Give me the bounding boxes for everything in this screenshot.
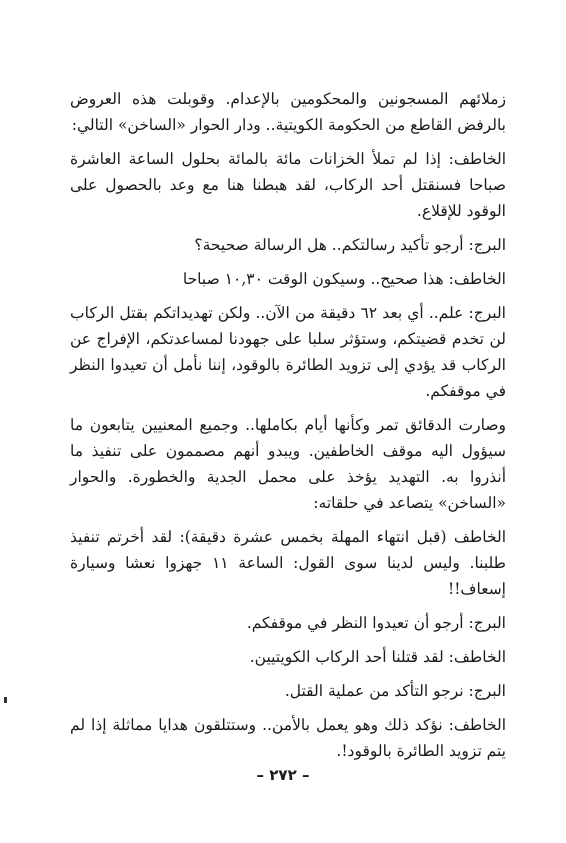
paragraph-1: زملائهم المسجونين والمحكومين بالإعدام. وقوبلت هذه العروض بالرفض القاطع من الحكومة الكويتية.. ودار الحوار «الساخن» التالي: — [70, 90, 506, 134]
scan-edge-mark — [4, 697, 7, 703]
paragraph-10: البرج: نرجو التأكد من عملية القتل. — [284, 682, 506, 700]
paragraph-11: الخاطف: نؤكد ذلك وهو يعمل بالأمن.. وستتلقون هدايا مماثلة إذا لم يتم تزويد الطائرة بالوقود!. — [70, 716, 506, 760]
body-text — [70, 86, 506, 769]
paragraph-2: الخاطف: إذا لم تملأ الخزانات مائة بالمائة بحلول الساعة العاشرة صباحا فسنقتل أحد الركاب، لقد هبطنا هنا مع وعد بالحصول على الوقود للإقلاع. — [70, 150, 506, 220]
paragraph-8: البرج: أرجو أن تعيدوا النظر في موقفكم. — [246, 614, 506, 632]
paragraph-3: البرج: أرجو تأكيد رسالتكم.. هل الرسالة صحيحة؟ — [194, 236, 506, 254]
paragraph-9: الخاطف: لقد قتلنا أحد الركاب الكويتيين. — [249, 648, 506, 666]
paragraph-4: الخاطف: هذا صحيح.. وسيكون الوقت ١٠,٣٠ صباحا — [182, 270, 506, 288]
paragraph-5: البرج: علم.. أي بعد ٦٢ دقيقة من الآن.. ولكن تهديداتكم بقتل الركاب لن تخدم قضيتكم، وستؤثر سلبا على جهودنا لمساعدتكم، الإفراج عن الركاب قد يؤدي إلى تزويد الطائرة بالوقود، إننا نأمل أن تعيدوا النظر في موقفكم. — [70, 304, 506, 400]
paragraph-6: وصارت الدقائق تمر وكأنها أيام بكاملها.. وجميع المعنيين يتابعون ما سيؤول اليه موقف الخاطفين. ويبدو أنهم مصممون على تنفيذ ما أنذروا به. التهديد يؤخذ على محمل الجدية والخطورة. والحوار «الساخن» يتصاعد في حلقاته: — [70, 416, 506, 512]
paragraph-7: الخاطف (قبل انتهاء المهلة بخمس عشرة دقيقة): لقد أخرتم تنفيذ طلبنا. وليس لدينا سوى القول: الساعة ١١ جهزوا نعشا وسيارة إسعاف!! — [70, 528, 506, 598]
page-number: – ٢٧٢ – — [256, 766, 310, 784]
